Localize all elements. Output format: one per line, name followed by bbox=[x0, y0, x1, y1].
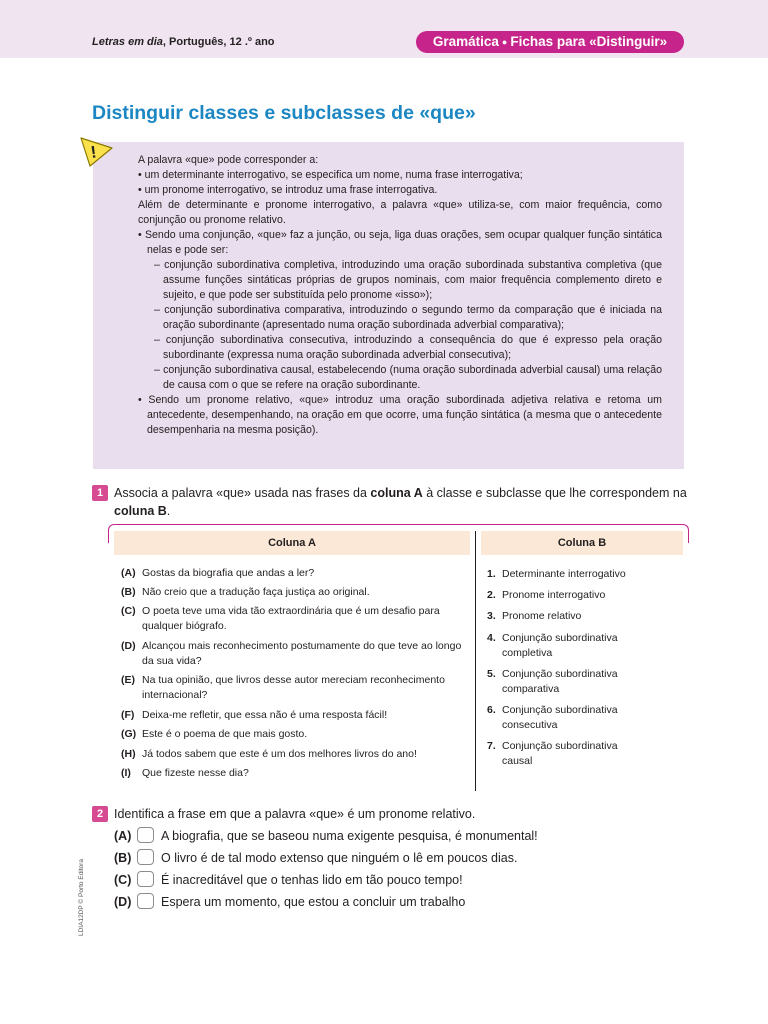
col-a-row bbox=[121, 727, 466, 742]
q1-bold1: coluna A bbox=[370, 486, 423, 500]
col-a-key: (I) bbox=[121, 767, 131, 779]
col-a-text: Este é o poema de que mais gosto. bbox=[142, 728, 308, 740]
q1-mid: à classe e subclasse que lhe correspondem na bbox=[422, 486, 687, 500]
col-b-header: Coluna B bbox=[481, 531, 683, 555]
col-a-text: Gostas da biografia que andas a ler? bbox=[142, 567, 315, 579]
col-a-key: (D) bbox=[121, 640, 136, 652]
col-a-text: Alcançou mais reconhecimento postumamente do que teve ao longo da sua vida? bbox=[142, 640, 462, 667]
info-p3: • um pronome interrogativo, se introduz uma frase interrogativa. bbox=[138, 184, 438, 196]
col-a-key: (B) bbox=[121, 586, 136, 598]
col-b-key: 1. bbox=[487, 568, 496, 580]
column-divider bbox=[475, 531, 476, 791]
warning-icon bbox=[76, 132, 116, 170]
col-a-key: (C) bbox=[121, 605, 136, 617]
col-a-key: (G) bbox=[121, 728, 137, 740]
col-b-text: Conjunção subordinativa causal bbox=[502, 740, 618, 767]
info-p7: – conjunção subordinativa comparativa, introduzindo o segundo termo da comparação que é iniciada na oração subordinante (apresentado numa oração subordinada adverbial comparativa); bbox=[154, 304, 662, 331]
col-b-text: Pronome relativo bbox=[502, 610, 582, 622]
col-b-key: 4. bbox=[487, 632, 496, 644]
question-1-text bbox=[114, 484, 689, 520]
info-p10: • Sendo um pronome relativo, «que» introduz uma oração subordinada adjetiva relativa e retoma um antecedente, desempenhando, na oração em que ocorre, uma função sintática (a mesma que o antecedente desempenharia na mesma posição). bbox=[138, 394, 662, 436]
question-2-text: Identifica a frase em que a palavra «que» é um pronome relativo. bbox=[114, 807, 476, 821]
col-a-row bbox=[121, 747, 466, 762]
col-a-text: Na tua opinião, que livros desse autor mereciam reconhecimento internacional? bbox=[142, 674, 445, 701]
question-1-number: 1 bbox=[92, 485, 108, 501]
col-b-key: 7. bbox=[487, 740, 496, 752]
book-subtitle: , Português, 12 .º ano bbox=[162, 36, 275, 48]
option-key: (A) bbox=[114, 829, 132, 843]
publisher-credit: LDIA12DP © Porto Editora bbox=[78, 859, 85, 936]
col-b-row bbox=[487, 567, 677, 582]
page-title: Distinguir classes e subclasses de «que» bbox=[92, 102, 476, 124]
col-b-text: Determinante interrogativo bbox=[502, 568, 626, 580]
option-text: O livro é de tal modo extenso que ninguém o lê em poucos dias. bbox=[161, 851, 518, 865]
option-key: (C) bbox=[114, 873, 132, 887]
col-b-text: Pronome interrogativo bbox=[502, 589, 606, 601]
option-text: A biografia, que se baseou numa exigente pesquisa, é monumental! bbox=[161, 829, 538, 843]
q1-post: . bbox=[166, 504, 171, 518]
book-name: Letras em dia bbox=[92, 36, 163, 48]
info-p8: – conjunção subordinativa consecutiva, introduzindo a consequência do que é expresso pela oração subordinante (expressa numa oração subordinada adverbial consecutiva); bbox=[154, 334, 662, 361]
checkbox[interactable] bbox=[137, 871, 154, 887]
col-a-key: (E) bbox=[121, 674, 135, 686]
option-text: Espera um momento, que estou a concluir um trabalho bbox=[161, 895, 466, 909]
section-right: Fichas para «Distinguir» bbox=[510, 34, 668, 49]
option-c bbox=[114, 871, 463, 889]
info-p6: – conjunção subordinativa completiva, introduzindo uma oração subordinada substantiva completiva (que assume funções sintáticas próprias de grupos nominais, com maior frequência complemento direto e sujeito, e que pode ser substituída pelo pronome «isso»); bbox=[154, 259, 662, 301]
option-key: (D) bbox=[114, 895, 132, 909]
col-b-text: Conjunção subordinativa completiva bbox=[502, 632, 618, 659]
checkbox[interactable] bbox=[137, 849, 154, 865]
q1-bold2: coluna B bbox=[114, 504, 167, 518]
col-b-row bbox=[487, 703, 647, 733]
col-b-key: 3. bbox=[487, 610, 496, 622]
section-left: Gramática bbox=[432, 34, 499, 49]
col-b-row bbox=[487, 609, 677, 624]
info-p1: A palavra «que» pode corresponder a: bbox=[138, 154, 319, 166]
col-a-row bbox=[121, 585, 466, 600]
col-b-row bbox=[487, 588, 677, 603]
section-pill bbox=[416, 31, 684, 53]
col-a-row bbox=[121, 766, 466, 781]
option-d bbox=[114, 893, 465, 911]
svg-text:!: ! bbox=[89, 142, 98, 162]
col-a-header: Coluna A bbox=[114, 531, 470, 555]
option-a bbox=[114, 827, 538, 845]
col-b-key: 2. bbox=[487, 589, 496, 601]
col-b-key: 6. bbox=[487, 704, 496, 716]
col-a-text: Que fizeste nesse dia? bbox=[142, 767, 249, 779]
option-text: É inacreditável que o tenhas lido em tão pouco tempo! bbox=[161, 873, 463, 887]
col-b-row bbox=[487, 631, 647, 661]
section-dot: ● bbox=[501, 37, 508, 48]
col-b-text: Conjunção subordinativa consecutiva bbox=[502, 704, 618, 731]
col-a-text: Deixa-me refletir, que essa não é uma resposta fácil! bbox=[142, 709, 388, 721]
question-2-number: 2 bbox=[92, 806, 108, 822]
col-a-row bbox=[121, 639, 466, 669]
info-p9: – conjunção subordinativa causal, estabelecendo (numa oração subordinada adverbial causal) uma relação de causa com o que se refere na oração subordinante. bbox=[154, 364, 662, 391]
col-a-row bbox=[121, 708, 466, 723]
col-a-row bbox=[121, 673, 466, 703]
checkbox[interactable] bbox=[137, 827, 154, 843]
info-p4: Além de determinante e pronome interrogativo, a palavra «que» utiliza-se, com maior frequência, como conjunção ou pronome relativo. bbox=[138, 199, 662, 226]
col-a-key: (A) bbox=[121, 567, 136, 579]
info-p5: • Sendo uma conjunção, «que» faz a junção, ou seja, liga duas orações, sem ocupar qualquer função sintática nelas e pode ser: bbox=[138, 229, 662, 256]
col-b-key: 5. bbox=[487, 668, 496, 680]
checkbox[interactable] bbox=[137, 893, 154, 909]
col-b-row bbox=[487, 667, 647, 697]
col-b-text: Conjunção subordinativa comparativa bbox=[502, 668, 618, 695]
col-a-text: Já todos sabem que este é um dos melhores livros do ano! bbox=[142, 748, 417, 760]
col-a-row bbox=[121, 566, 466, 581]
col-a-key: (F) bbox=[121, 709, 135, 721]
col-a-key: (H) bbox=[121, 748, 136, 760]
q1-pre: Associa a palavra «que» usada nas frases da bbox=[114, 486, 371, 500]
col-b-row bbox=[487, 739, 647, 769]
info-text bbox=[138, 153, 662, 438]
option-b bbox=[114, 849, 517, 867]
col-a-text: Não creio que a tradução faça justiça ao original. bbox=[142, 586, 370, 598]
col-a-row bbox=[121, 604, 466, 634]
book-title bbox=[92, 36, 275, 48]
col-a-text: O poeta teve uma vida tão extraordinária que é um desafio para qualquer biógrafo. bbox=[142, 605, 440, 632]
option-key: (B) bbox=[114, 851, 132, 865]
info-p2: • um determinante interrogativo, se especifica um nome, numa frase interrogativa; bbox=[138, 169, 523, 181]
